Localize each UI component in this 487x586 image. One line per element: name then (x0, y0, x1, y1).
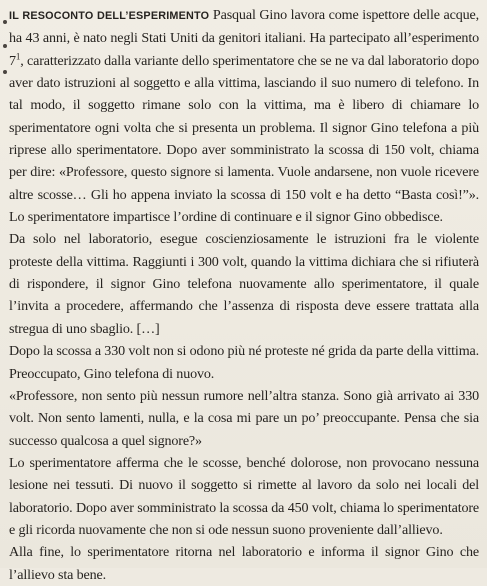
paragraph-2: Da solo nel laboratorio, esegue coscienziosamente le istruzioni fra le violente proteste della vittima. Raggiunti i 300 volt, quando la vittima dichiara che si rifiuterà di rispondere, il signor Gino telefona nuovamente allo sperimentatore, il quale l’invita a procedere, affermando che l’assenza di risposta deve essere trattata alla stregua di uno sbaglio. […] (9, 231, 479, 337)
paragraph-6: Alla fine, lo sperimentatore ritorna nel laboratorio e informa il signor Gino che l’allievo sta bene. (9, 544, 479, 583)
paragraph-1-text: Pasqual Gino lavora come ispettore delle acque, ha 43 anni, è nato negli Stati Uniti da genitori italiani. Ha partecipato all’esperimento 7 (9, 7, 479, 69)
body-text (9, 4, 479, 586)
margin-bullet (3, 44, 7, 48)
footnote-marker: 1 (15, 51, 21, 61)
paragraph-3: Dopo la scossa a 330 volt non si odono più né proteste né grida da parte della vittima. Preoccupato, Gino telefona di nuovo. (9, 343, 479, 382)
paragraph-4: «Professore, non sento più nessun rumore nell’altra stanza. Sono già arrivato ai 330 volt. Non sento lamenti, nulla, e la cosa mi pare un po’ preoccupante. Pensa che sia successo qualcosa a quel signore?» (9, 387, 479, 449)
paragraph-5: Lo sperimentatore afferma che le scosse, benché dolorose, non provocano nessuna lesione nei tessuti. Di nuovo il soggetto si rimette al lavoro da solo nei locali del laboratorio. Dopo aver somministrato la scossa da 450 volt, chiama lo sperimentatore e gli ricorda nuovamente che non si ode nessun suono proveniente dall’allievo. (9, 454, 479, 538)
paragraph-1 (9, 4, 479, 228)
margin-bullet (3, 70, 7, 74)
section-heading: IL RESOCONTO DELL’ESPERIMENTO (9, 10, 210, 22)
margin-bullet (3, 20, 7, 24)
paragraph-1-text-cont: , caratterizzato dalla variante dello sperimentatore che se ne va dal laboratorio dopo aver dato istruzioni al soggetto e alla vittima, lasciando il suo numero di telefono. In tal modo, il soggetto rimane solo con la vittima, ma è libero di chiamare lo sperimentatore ogni volta che si presenta un problema. Il signor Gino telefona a più riprese allo sperimentatore. Dopo aver somministrato la scossa di 150 volt, chiama per dire: «Professore, questo signore si lamenta. Vuole andarsene, non vuole ricevere altre scosse… Gli ho appena inviato la scossa di 150 volt e ha detto “Basta così!”». Lo sperimentatore impartisce l’ordine di continuare e il signor Gino obbedisce. (9, 52, 479, 226)
